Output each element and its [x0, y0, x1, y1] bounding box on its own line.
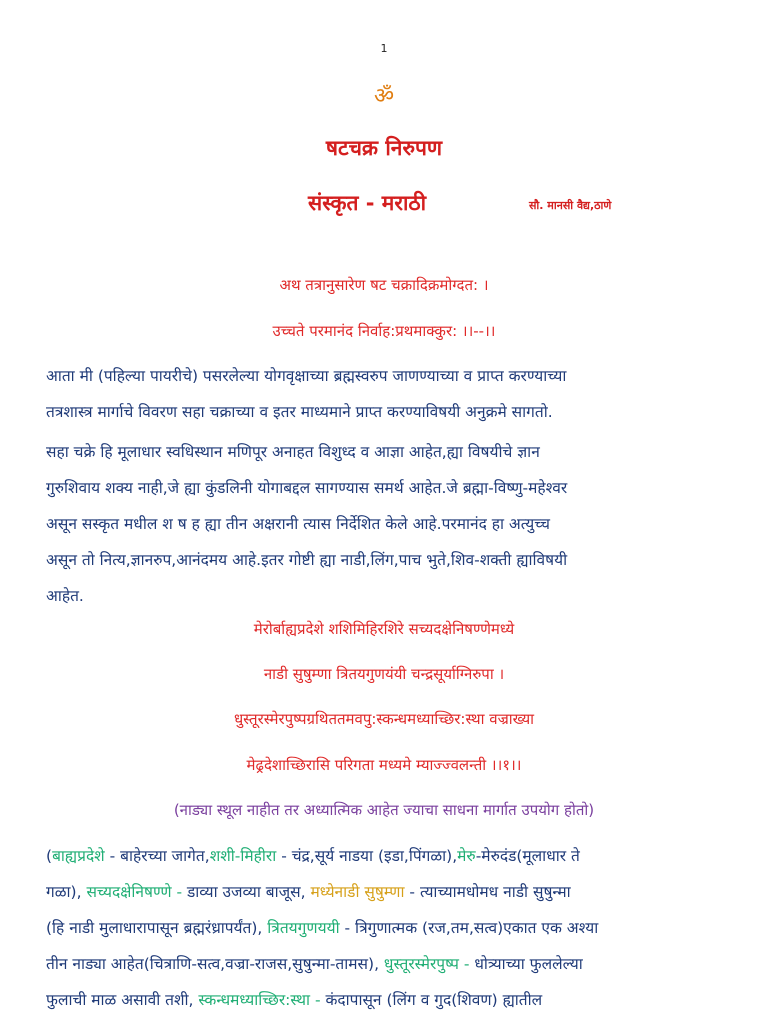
paragraph-line: आता मी (पहिल्या पायरीचे) पसरलेल्या योगवृक्षाच्या ब्रह्मस्वरुप जाणण्याच्या व प्राप्त करण्याच्या: [46, 367, 567, 385]
term-highlight: मध्येनाडी सुषुम्णा: [310, 883, 405, 901]
text-run: - चंद्र,सूर्य नाडया (इडा,पिंगळा),: [276, 847, 458, 865]
paragraph-line: [46, 946, 736, 982]
term-highlight: सच्यदक्षेनिषण्णे -: [86, 883, 183, 901]
verse-line: नाडी सुषुम्णा त्रितयगुणयंयी चन्द्रसूर्याग्निरुपा ।: [263, 665, 505, 683]
paragraph-line: [46, 874, 736, 910]
verse-line: मेरोर्बाह्यप्रदेशे शशिमिहिरशिरे सच्यदक्षेनिषण्णेमध्ये: [253, 620, 515, 638]
paragraph-glossary: [46, 838, 736, 1018]
text-run: तीन नाड्या आहेत(चित्राणि-सत्व,वज्रा-राजस,सुषुन्मा-तामस),: [46, 955, 384, 973]
term-highlight: धुस्तूरस्मेरपुष्प -: [383, 955, 470, 973]
paragraph-line: असून सस्कृत मधील श ष ह ह्या तीन अक्षरानी त्यास निर्देशित केले आहे.परमानंद हा अत्युच्च: [46, 515, 550, 533]
page-subtitle: संस्कृत - मराठी: [308, 191, 427, 215]
paragraph-line: [46, 982, 736, 1018]
term-highlight: मेरु: [457, 847, 476, 865]
text-run: - बाहेरच्या जागेत,: [104, 847, 210, 865]
term-highlight: स्कन्धमध्याच्छिर:स्था -: [198, 991, 321, 1009]
page-title: षटचक्र निरुपण: [325, 136, 443, 160]
text-run: (: [46, 847, 53, 865]
verse-line: धुस्तूरस्मेरपुष्पग्रथिततमवपु:स्कन्धमध्याच्छिर:स्था वज्राख्या: [233, 710, 535, 728]
text-run: फुलाची माळ असावी तशी,: [46, 991, 199, 1009]
paragraph-chakras: [46, 434, 736, 614]
om-symbol: ॐ: [373, 84, 395, 109]
note-text: (नाड्या स्थूल नाहीत तर अध्यात्मिक आहेत ज्याचा साधना मार्गात उपयोग होतो): [173, 801, 595, 819]
text-run: -मेरुदंड(मूलाधार ते: [475, 847, 580, 865]
paragraph-line: [46, 838, 736, 874]
text-run: (हि नाडी मुलाधारापासून ब्रह्मरंध्रापर्यंत),: [46, 919, 268, 937]
text-run: धोत्र्याच्या फुललेल्या: [469, 955, 583, 973]
paragraph-line: [46, 910, 736, 946]
verse-line: उच्चते परमानंद निर्वाह:प्रथमाक्कुर: ।।--।।: [272, 322, 496, 340]
term-highlight: बाह्यप्रदेशे: [52, 847, 105, 865]
paragraph-line: आहेत.: [46, 587, 84, 605]
page-number: 1: [380, 42, 388, 55]
text-run: - त्रिगुणात्मक (रज,तम,सत्व)एकात एक अश्या: [339, 919, 599, 937]
paragraph-intro: [46, 358, 736, 430]
text-run: डाव्या उजव्या बाजूस,: [182, 883, 311, 901]
text-run: - त्याच्यामधोमध नाडी सुषुन्मा: [404, 883, 571, 901]
term-highlight: त्रितयगुणययी: [267, 919, 340, 937]
paragraph-line: तत्रशास्त्र मार्गाचे विवरण सहा चक्राच्या व इतर माध्यमाने प्राप्त करण्याविषयी अनुक्रमे सागतो.: [46, 403, 553, 421]
text-run: गळा),: [46, 883, 87, 901]
text-run: कंदापासून (लिंग व गुद(शिवण) ह्यातील: [320, 991, 543, 1009]
term-highlight: शशी-मिहीरा: [209, 847, 277, 865]
paragraph-line: असून तो नित्य,ज्ञानरुप,आनंदमय आहे.इतर गोष्टी ह्या नाडी,लिंग,पाच भुते,शिव-शक्ती ह्याविषयी: [46, 551, 568, 569]
author-name: सौ. मानसी वैद्य,ठाणे: [529, 199, 612, 212]
paragraph-line: गुरुशिवाय शक्य नाही,जे ह्या कुंडलिनी योगाबद्दल सागण्यास समर्थ आहेत.जे ब्रह्मा-विष्णु-महेश्वर: [46, 479, 568, 497]
verse-line: मेढ्रदेशाच्छिरासि परिगता मध्यमे म्याज्ज्वलन्ती ।।१।।: [246, 756, 522, 774]
paragraph-line: सहा चक्रे हि मूलाधार स्वधिस्थान मणिपूर अनाहत विशुध्द व आज्ञा आहेत,ह्या विषयीचे ज्ञान: [46, 443, 540, 461]
verse-line: अथ तत्रानुसारेण षट चक्रादिक्रमोग्दत: ।: [279, 276, 489, 294]
